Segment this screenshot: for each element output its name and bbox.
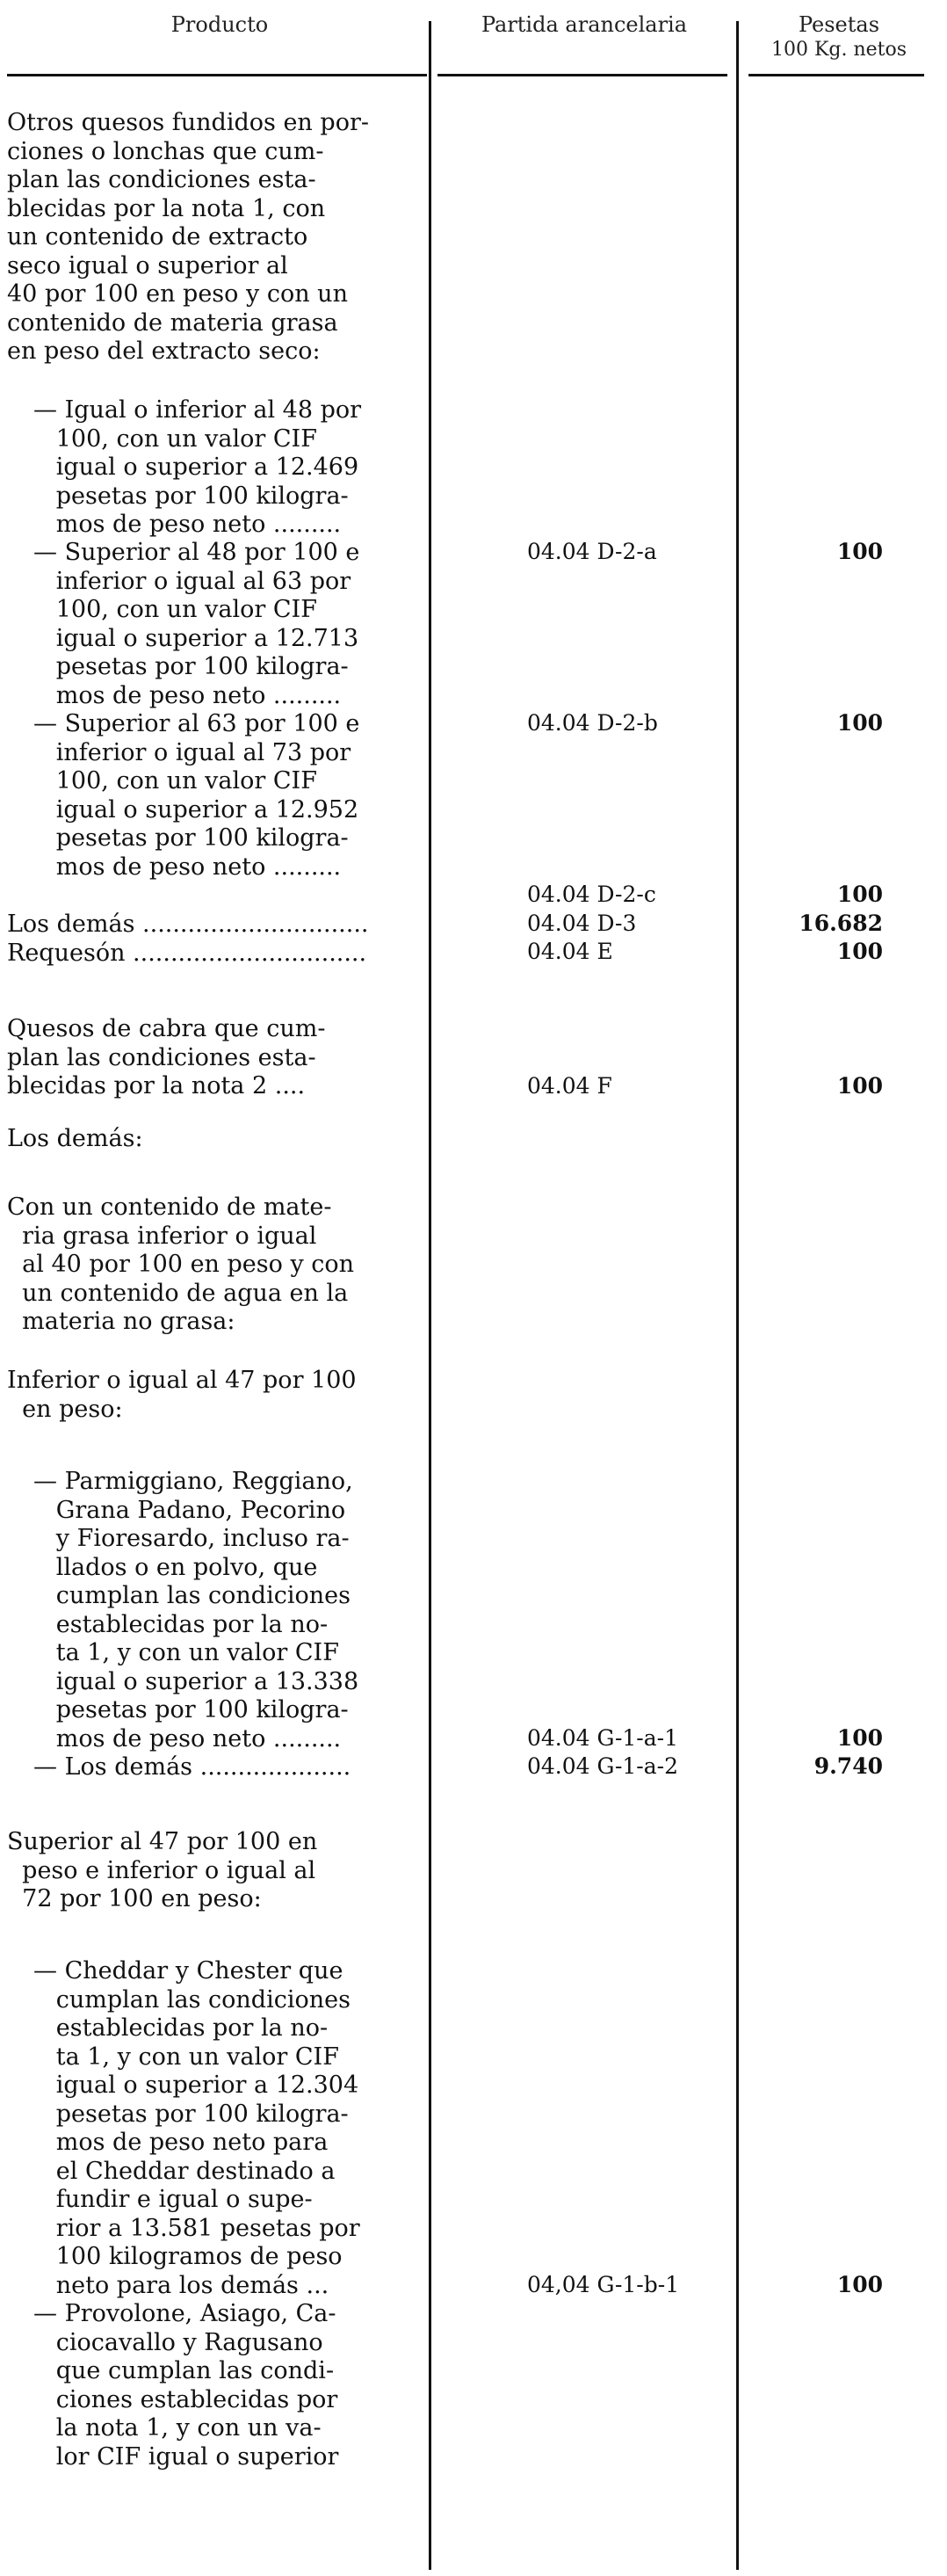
tariff-code: 04.04 D-2-b bbox=[527, 710, 658, 736]
text-los-demas-2: Los demás: bbox=[7, 1125, 143, 1152]
header-rule-pesetas bbox=[748, 74, 924, 76]
pesetas-value: 100 bbox=[836, 939, 883, 964]
header-rule-producto bbox=[7, 74, 427, 76]
pesetas-value: 100 bbox=[836, 710, 883, 736]
text-item-g1a2: — Los demás .................... bbox=[33, 1753, 351, 1781]
pesetas-value: 9.740 bbox=[813, 1753, 883, 1779]
tariff-code: 04.04 F bbox=[527, 1073, 612, 1099]
text-item-d2b: — Superior al 48 por 100 e inferior o igual al 63 por 100, con un valor CIF igual o superior a 12.713 pesetas por 100 kilogra- mos de peso neto ......... bbox=[33, 539, 360, 709]
text-item-d2c: — Superior al 63 por 100 e inferior o igual al 73 por 100, con un valor CIF igual o superior a 12.952 pesetas por 100 kilogra- mos de peso neto ......... bbox=[33, 710, 360, 881]
tariff-code: 04.04 E bbox=[527, 939, 613, 964]
pesetas-value: 16.682 bbox=[799, 911, 883, 936]
tariff-code: 04.04 D-2-c bbox=[527, 882, 656, 907]
text-superior-47: Superior al 47 por 100 en peso e inferior o igual al 72 por 100 en peso: bbox=[7, 1828, 318, 1912]
pesetas-value: 100 bbox=[836, 1725, 883, 1751]
header-producto: Producto bbox=[170, 12, 269, 37]
header-rule-partida bbox=[437, 74, 727, 76]
column-divider-left bbox=[429, 21, 431, 2570]
header-partida: Partida arancelaria bbox=[481, 12, 688, 37]
text-item-g1a1: — Parmiggiano, Reggiano, Grana Padano, Pecorino y Fioresardo, incluso ra- llados o en polvo, que cumplan las condiciones establecidas por la no- ta 1, y con un valor CIF igual o superior a 13.338 pesetas por 100 kilogra- mos de peso neto ......... bbox=[33, 1468, 359, 1752]
text-item-d2a: — Igual o inferior al 48 por 100, con un valor CIF igual o superior a 12.469 pesetas por 100 kilogra- mos de peso neto ......... bbox=[33, 396, 362, 538]
pesetas-value: 100 bbox=[836, 1073, 883, 1099]
text-item-provolone: — Provolone, Asiago, Ca- ciocavallo y Ragusano que cumplan las condi- ciones establecidas por la nota 1, y con un va- lor CIF igual o superior bbox=[33, 2300, 339, 2471]
text-los-demas-1: Los demás .............................. bbox=[7, 911, 369, 938]
header-pesetas-unit: 100 Kg. netos bbox=[770, 39, 907, 61]
text-con-contenido: Con un contenido de mate- ria grasa inferior o igual al 40 por 100 en peso y con un contenido de agua en la materia no grasa: bbox=[7, 1194, 355, 1335]
text-inferior-47: Inferior o igual al 47 por 100 en peso: bbox=[7, 1367, 357, 1423]
tariff-code: 04.04 D-3 bbox=[527, 911, 637, 936]
column-divider-right bbox=[736, 21, 739, 2570]
pesetas-value: 100 bbox=[836, 2272, 883, 2297]
header-pesetas: Pesetas bbox=[798, 12, 880, 37]
pesetas-value: 100 bbox=[836, 882, 883, 907]
text-otros-quesos: Otros quesos fundidos en por- ciones o lonchas que cum- plan las condiciones esta- blecidas por la nota 1, con un contenido de extracto seco igual o superior al 40 por 100 en peso y con un contenido de materia grasa en peso del extracto seco: bbox=[7, 109, 369, 365]
tariff-code: 04,04 G-1-b-1 bbox=[527, 2272, 680, 2297]
tariff-code: 04.04 D-2-a bbox=[527, 539, 657, 564]
text-item-g1b1: — Cheddar y Chester que cumplan las condiciones establecidas por la no- ta 1, y con un valor CIF igual o superior a 12.304 pesetas por 100 kilogra- mos de peso neto para el Cheddar destinado a fundir e igual o supe- rior a 13.581 pesetas por 100 kilogramos de peso neto para los demás ... bbox=[33, 1957, 360, 2299]
text-requeson: Requesón ............................... bbox=[7, 940, 367, 967]
pesetas-value: 100 bbox=[836, 539, 883, 564]
tariff-code: 04.04 G-1-a-1 bbox=[527, 1725, 679, 1751]
tariff-code: 04.04 G-1-a-2 bbox=[527, 1753, 679, 1779]
text-quesos-cabra: Quesos de cabra que cum- plan las condiciones esta- blecidas por la nota 2 .... bbox=[7, 1015, 326, 1099]
